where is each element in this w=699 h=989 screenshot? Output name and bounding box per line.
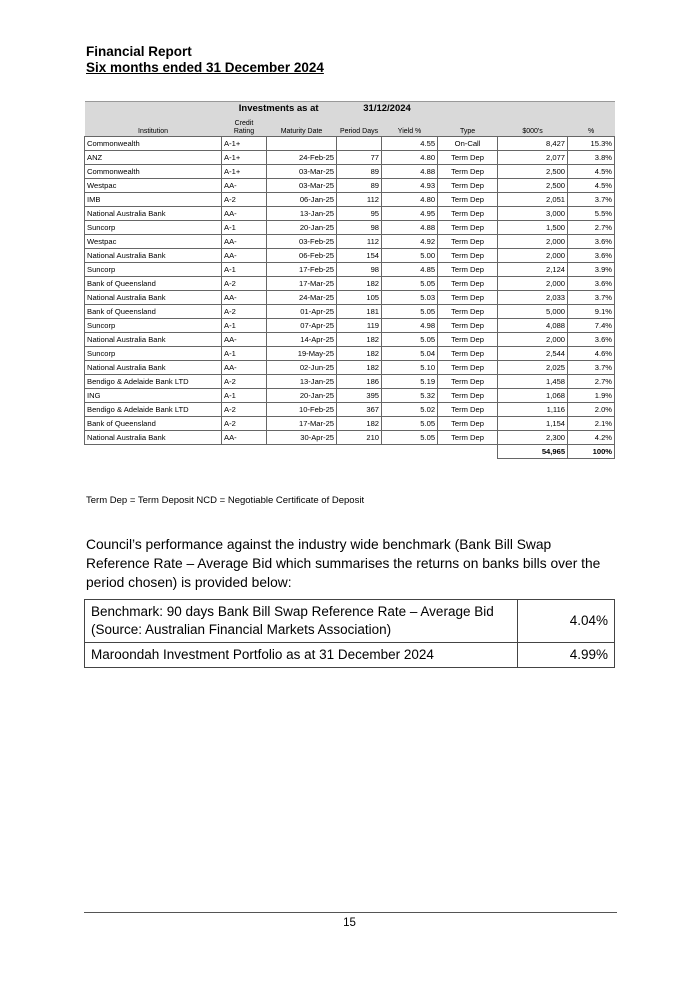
cell-type: Term Dep (438, 263, 498, 277)
col-type: Type (438, 116, 498, 137)
cell-type: Term Dep (438, 431, 498, 445)
cell-type: Term Dep (438, 207, 498, 221)
portfolio-row (85, 643, 615, 668)
cell-institution: IMB (85, 193, 222, 207)
cell-maturity-date: 17-Mar-25 (267, 417, 337, 431)
cell-yield: 4.55 (382, 137, 438, 151)
cell-credit-rating: AA- (222, 291, 267, 305)
cell-percent: 3.8% (568, 151, 615, 165)
cell-institution: Bendigo & Adelaide Bank LTD (85, 375, 222, 389)
col-period-days: Period Days (337, 116, 382, 137)
investments-total-row (85, 445, 615, 459)
cell-period-days: 112 (337, 235, 382, 249)
cell-type: Term Dep (438, 179, 498, 193)
cell-institution: National Australia Bank (85, 333, 222, 347)
cell-period-days: 181 (337, 305, 382, 319)
cell-period-days: 119 (337, 319, 382, 333)
investments-title-label: Investments as at (85, 102, 337, 117)
cell-maturity-date: 01-Apr-25 (267, 305, 337, 319)
cell-percent: 3.6% (568, 235, 615, 249)
cell-yield: 5.02 (382, 403, 438, 417)
cell-type: Term Dep (438, 347, 498, 361)
cell-amount: 5,000 (498, 305, 568, 319)
cell-period-days: 367 (337, 403, 382, 417)
cell-amount: 1,116 (498, 403, 568, 417)
table-row (85, 235, 615, 249)
cell-period-days: 182 (337, 347, 382, 361)
cell-institution: Bank of Queensland (85, 417, 222, 431)
cell-percent: 9.1% (568, 305, 615, 319)
cell-amount: 2,500 (498, 165, 568, 179)
cell-amount: 2,500 (498, 179, 568, 193)
investments-table (84, 101, 615, 459)
cell-yield: 4.85 (382, 263, 438, 277)
page-number: 15 (343, 917, 356, 929)
cell-percent: 2.1% (568, 417, 615, 431)
table-row (85, 207, 615, 221)
investments-table-body (85, 137, 615, 445)
cell-credit-rating: A-1+ (222, 165, 267, 179)
cell-amount: 2,051 (498, 193, 568, 207)
benchmark-row (85, 600, 615, 643)
cell-percent: 3.6% (568, 249, 615, 263)
cell-institution: Commonwealth (85, 137, 222, 151)
table-row (85, 221, 615, 235)
cell-period-days: 154 (337, 249, 382, 263)
cell-maturity-date: 24-Mar-25 (267, 291, 337, 305)
cell-percent: 4.5% (568, 179, 615, 193)
benchmark-intro-paragraph: Council’s performance against the industry wide benchmark (Bank Bill Swap Reference Rate – Average Bid which summarises the returns on banks bills over the period chosen) is provided below: (86, 537, 601, 590)
investments-column-headers (85, 116, 615, 137)
cell-yield: 4.88 (382, 165, 438, 179)
cell-period-days: 105 (337, 291, 382, 305)
cell-credit-rating: A-1+ (222, 151, 267, 165)
cell-period-days: 112 (337, 193, 382, 207)
cell-type: Term Dep (438, 375, 498, 389)
cell-type: Term Dep (438, 193, 498, 207)
col-credit-rating: Credit Rating (222, 116, 267, 137)
cell-maturity-date: 14-Apr-25 (267, 333, 337, 347)
col-amount: $000's (498, 116, 568, 137)
cell-credit-rating: A-1 (222, 319, 267, 333)
cell-maturity-date: 02-Jun-25 (267, 361, 337, 375)
table-row (85, 179, 615, 193)
cell-period-days: 89 (337, 179, 382, 193)
cell-credit-rating: AA- (222, 235, 267, 249)
cell-credit-rating: A-2 (222, 193, 267, 207)
cell-yield: 4.98 (382, 319, 438, 333)
cell-institution: Bank of Queensland (85, 277, 222, 291)
cell-yield: 4.80 (382, 193, 438, 207)
investments-title-row (85, 102, 615, 117)
cell-institution: Westpac (85, 179, 222, 193)
benchmark-table (84, 599, 615, 668)
col-institution: Institution (85, 116, 222, 137)
cell-yield: 5.32 (382, 389, 438, 403)
cell-percent: 15.3% (568, 137, 615, 151)
cell-period-days: 210 (337, 431, 382, 445)
cell-maturity-date: 17-Mar-25 (267, 277, 337, 291)
cell-maturity-date: 13-Jan-25 (267, 207, 337, 221)
cell-type: Term Dep (438, 221, 498, 235)
cell-type: Term Dep (438, 319, 498, 333)
cell-period-days: 182 (337, 361, 382, 375)
cell-amount: 2,077 (498, 151, 568, 165)
portfolio-value: 4.99% (518, 643, 615, 668)
abbreviation-note: Term Dep = Term Deposit NCD = Negotiable Certificate of Deposit (86, 495, 365, 506)
cell-amount: 2,000 (498, 277, 568, 291)
cell-maturity-date: 24-Feb-25 (267, 151, 337, 165)
cell-type: Term Dep (438, 277, 498, 291)
cell-institution: Suncorp (85, 319, 222, 333)
cell-amount: 2,000 (498, 249, 568, 263)
table-row (85, 305, 615, 319)
cell-period-days (337, 137, 382, 151)
cell-maturity-date: 17-Feb-25 (267, 263, 337, 277)
cell-maturity-date: 19-May-25 (267, 347, 337, 361)
cell-yield: 4.93 (382, 179, 438, 193)
cell-credit-rating: AA- (222, 207, 267, 221)
cell-institution: National Australia Bank (85, 207, 222, 221)
cell-credit-rating: A-1+ (222, 137, 267, 151)
table-row (85, 291, 615, 305)
cell-institution: Suncorp (85, 347, 222, 361)
cell-type: Term Dep (438, 305, 498, 319)
cell-type: Term Dep (438, 291, 498, 305)
cell-credit-rating: A-2 (222, 417, 267, 431)
cell-maturity-date: 06-Jan-25 (267, 193, 337, 207)
cell-type: Term Dep (438, 417, 498, 431)
col-percent: % (568, 116, 615, 137)
cell-institution: Suncorp (85, 221, 222, 235)
cell-institution: ING (85, 389, 222, 403)
cell-institution: Bendigo & Adelaide Bank LTD (85, 403, 222, 417)
cell-yield: 4.88 (382, 221, 438, 235)
cell-yield: 5.10 (382, 361, 438, 375)
cell-period-days: 182 (337, 277, 382, 291)
cell-institution: Suncorp (85, 263, 222, 277)
investments-table-container (84, 101, 614, 459)
cell-maturity-date: 06-Feb-25 (267, 249, 337, 263)
cell-credit-rating: AA- (222, 179, 267, 193)
cell-amount: 2,025 (498, 361, 568, 375)
cell-yield: 5.19 (382, 375, 438, 389)
cell-percent: 4.5% (568, 165, 615, 179)
cell-maturity-date: 03-Mar-25 (267, 179, 337, 193)
cell-maturity-date: 20-Jan-25 (267, 389, 337, 403)
cell-period-days: 98 (337, 221, 382, 235)
cell-type: Term Dep (438, 249, 498, 263)
cell-period-days: 98 (337, 263, 382, 277)
cell-type: Term Dep (438, 389, 498, 403)
cell-percent: 3.7% (568, 361, 615, 375)
cell-amount: 2,000 (498, 235, 568, 249)
cell-period-days: 77 (337, 151, 382, 165)
cell-period-days: 89 (337, 165, 382, 179)
cell-amount: 8,427 (498, 137, 568, 151)
cell-credit-rating: AA- (222, 431, 267, 445)
cell-amount: 1,458 (498, 375, 568, 389)
cell-percent: 3.6% (568, 333, 615, 347)
cell-maturity-date (267, 137, 337, 151)
cell-credit-rating: A-1 (222, 263, 267, 277)
cell-percent: 4.2% (568, 431, 615, 445)
cell-yield: 4.80 (382, 151, 438, 165)
footer-divider (84, 912, 617, 913)
cell-period-days: 186 (337, 375, 382, 389)
table-row (85, 151, 615, 165)
cell-amount: 2,300 (498, 431, 568, 445)
cell-yield: 4.92 (382, 235, 438, 249)
cell-yield: 5.04 (382, 347, 438, 361)
cell-percent: 2.7% (568, 375, 615, 389)
table-row (85, 333, 615, 347)
table-row (85, 249, 615, 263)
cell-percent: 2.7% (568, 221, 615, 235)
investments-title-date: 31/12/2024 (337, 102, 438, 117)
cell-percent: 3.9% (568, 263, 615, 277)
cell-amount: 4,088 (498, 319, 568, 333)
cell-amount: 2,033 (498, 291, 568, 305)
table-row (85, 319, 615, 333)
portfolio-label: Maroondah Investment Portfolio as at 31 December 2024 (85, 643, 518, 668)
cell-maturity-date: 13-Jan-25 (267, 375, 337, 389)
report-title: Financial Report (86, 44, 192, 59)
cell-credit-rating: AA- (222, 249, 267, 263)
cell-percent: 1.9% (568, 389, 615, 403)
report-subtitle: Six months ended 31 December 2024 (86, 60, 324, 75)
cell-yield: 5.00 (382, 249, 438, 263)
cell-period-days: 95 (337, 207, 382, 221)
cell-period-days: 182 (337, 333, 382, 347)
table-row (85, 137, 615, 151)
cell-credit-rating: A-2 (222, 277, 267, 291)
table-row (85, 277, 615, 291)
cell-type: Term Dep (438, 333, 498, 347)
cell-period-days: 182 (337, 417, 382, 431)
cell-yield: 5.05 (382, 305, 438, 319)
cell-percent: 2.0% (568, 403, 615, 417)
cell-credit-rating: AA- (222, 361, 267, 375)
cell-institution: National Australia Bank (85, 431, 222, 445)
table-row (85, 263, 615, 277)
cell-credit-rating: A-1 (222, 347, 267, 361)
cell-credit-rating: A-1 (222, 389, 267, 403)
cell-institution: National Australia Bank (85, 291, 222, 305)
cell-institution: National Australia Bank (85, 361, 222, 375)
cell-yield: 5.05 (382, 333, 438, 347)
cell-maturity-date: 03-Mar-25 (267, 165, 337, 179)
cell-amount: 1,500 (498, 221, 568, 235)
cell-credit-rating: AA- (222, 333, 267, 347)
cell-percent: 5.5% (568, 207, 615, 221)
cell-yield: 4.95 (382, 207, 438, 221)
col-yield: Yield % (382, 116, 438, 137)
cell-amount: 2,000 (498, 333, 568, 347)
table-row (85, 375, 615, 389)
cell-maturity-date: 03-Feb-25 (267, 235, 337, 249)
table-row (85, 403, 615, 417)
cell-percent: 3.6% (568, 277, 615, 291)
cell-type: On-Call (438, 137, 498, 151)
cell-institution: National Australia Bank (85, 249, 222, 263)
cell-percent: 3.7% (568, 291, 615, 305)
table-row (85, 431, 615, 445)
cell-type: Term Dep (438, 403, 498, 417)
cell-type: Term Dep (438, 165, 498, 179)
cell-maturity-date: 20-Jan-25 (267, 221, 337, 235)
table-row (85, 361, 615, 375)
cell-amount: 2,124 (498, 263, 568, 277)
table-row (85, 165, 615, 179)
table-row (85, 389, 615, 403)
cell-yield: 5.05 (382, 431, 438, 445)
cell-amount: 1,068 (498, 389, 568, 403)
cell-institution: Bank of Queensland (85, 305, 222, 319)
benchmark-value: 4.04% (518, 600, 615, 643)
benchmark-label: Benchmark: 90 days Bank Bill Swap Reference Rate – Average Bid (Source: Australian Financial Markets Association) (85, 600, 518, 643)
total-percent: 100% (568, 445, 615, 459)
cell-period-days: 395 (337, 389, 382, 403)
cell-amount: 2,544 (498, 347, 568, 361)
cell-maturity-date: 07-Apr-25 (267, 319, 337, 333)
cell-percent: 7.4% (568, 319, 615, 333)
cell-yield: 5.05 (382, 277, 438, 291)
table-row (85, 417, 615, 431)
cell-amount: 3,000 (498, 207, 568, 221)
cell-amount: 1,154 (498, 417, 568, 431)
table-row (85, 347, 615, 361)
cell-type: Term Dep (438, 235, 498, 249)
cell-credit-rating: A-2 (222, 375, 267, 389)
cell-credit-rating: A-2 (222, 305, 267, 319)
cell-percent: 4.6% (568, 347, 615, 361)
report-header (86, 44, 324, 76)
col-maturity-date: Maturity Date (267, 116, 337, 137)
cell-credit-rating: A-1 (222, 221, 267, 235)
cell-institution: ANZ (85, 151, 222, 165)
cell-maturity-date: 30-Apr-25 (267, 431, 337, 445)
cell-institution: Commonwealth (85, 165, 222, 179)
cell-type: Term Dep (438, 151, 498, 165)
cell-maturity-date: 10-Feb-25 (267, 403, 337, 417)
cell-institution: Westpac (85, 235, 222, 249)
cell-credit-rating: A-2 (222, 403, 267, 417)
cell-percent: 3.7% (568, 193, 615, 207)
cell-yield: 5.05 (382, 417, 438, 431)
cell-yield: 5.03 (382, 291, 438, 305)
table-row (85, 193, 615, 207)
total-amount: 54,965 (498, 445, 568, 459)
cell-type: Term Dep (438, 361, 498, 375)
